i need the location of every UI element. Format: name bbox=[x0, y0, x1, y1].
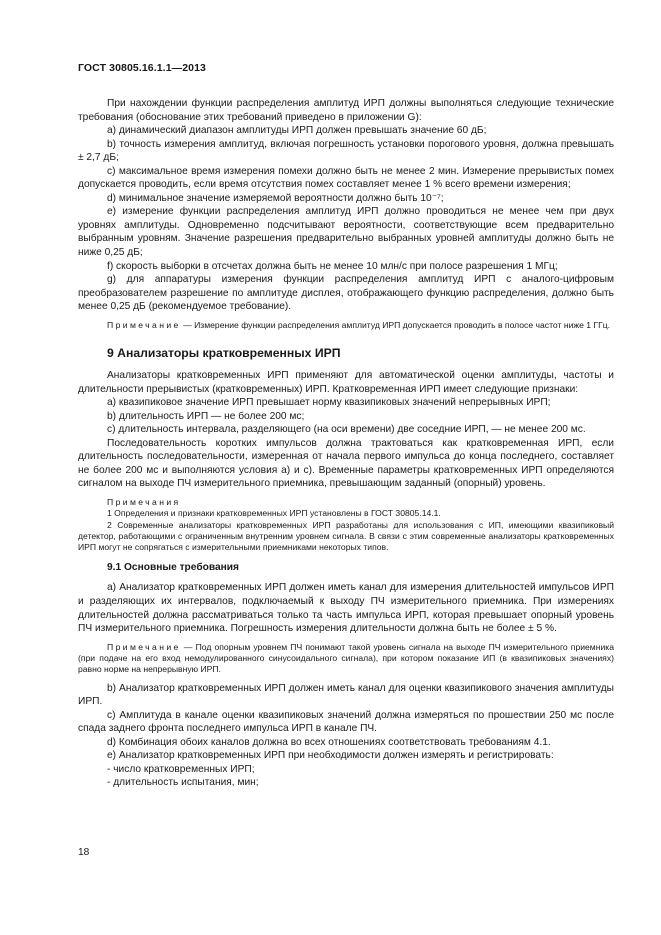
list-item: а) квазипиковое значение ИРП превышает норму квазипиковых значений непрерывных ИРП; bbox=[107, 397, 551, 409]
note bbox=[78, 642, 614, 676]
notes-label: Примечания bbox=[107, 496, 181, 507]
paragraph: Анализаторы кратковременных ИРП применяют для автоматической оценки амплитуды, частоты и длительности прерывистых (кратковременных) ИРП. Кратковременная ИРП имеет следующие признаки: bbox=[78, 370, 614, 395]
paragraph: а) Анализатор кратковременных ИРП должен иметь канал для измерения длительностей импульсов ИРП и разделяющих их интервалов, подключаемый к выходу ПЧ измерительного приемника. При измерениях длительностей должна рассматриваться только та часть импульса ИРП, которая превышает опорный уровень ПЧ измерительного приемника. Погрешность измерения длительности должна быть не более ± 5 %. bbox=[78, 582, 614, 635]
list-item: - число кратковременных ИРП; bbox=[107, 763, 255, 775]
note-item: 2 Современные анализаторы кратковременных ИРП разработаны для использования с ИП, имеющими квазипиковый детектор, работающими с ограниченным внутренним уровнем сигнала. В связи с этим современные анализаторы кратковременных ИРП могут не сопрягаться с измерительными приемниками некоторых типов. bbox=[78, 519, 614, 553]
list-item: b) длительность ИРП — не более 200 мс; bbox=[107, 410, 305, 422]
document-header: ГОСТ 30805.16.1.1—2013 bbox=[78, 62, 206, 74]
list-item: с) максимальное время измерения помехи должно быть не менее 2 мин. Измерение прерывистых помех допускается проводить, если время отсутствия помех составляет менее 1 % всего времени измерения; bbox=[78, 165, 614, 191]
page-number: 18 bbox=[78, 847, 90, 858]
note-text: — Под опорным уровнем ПЧ понимают такой уровень сигнала на выходе ПЧ измерительного приемника (при подаче на его вход немодулированного синусоидального сигнала), при котором показание ИП (в квазипиковых значениях) равно норме на непрерывную ИРП. bbox=[78, 641, 614, 675]
note-label: Примечание bbox=[107, 319, 181, 330]
list-item: b) Анализатор кратковременных ИРП должен иметь канал для оценки квазипикового значения амплитуды ИРП. bbox=[78, 682, 614, 708]
note bbox=[78, 320, 614, 331]
list-item: а) динамический диапазон амплитуды ИРП должен превышать значение 60 дБ; bbox=[107, 125, 487, 137]
list-item: е) Анализатор кратковременных ИРП при необходимости должен измерять и регистрировать: bbox=[107, 750, 554, 762]
list-item: е) измерение функции распределения амплитуд ИРП должно проводиться не менее чем при двух уровнях амплитуды. Одновременно подсчитывают вероятности, соответствующие всем предварительно выбранным уровням. Значение разрешения предварительно выбранных уровней амплитуды должно быть не ниже 0,25 дБ; bbox=[78, 206, 614, 259]
paragraph: Последовательность коротких импульсов должна трактоваться как кратковременная ИРП, если длительность последовательности, измеренная от начала первого импульса до конца последнего, составляет не более 200 мс и выполняются условия а) и с). Временные параметры кратковременных ИРП определяются сигналом на выходе ПЧ измерительного приемника, превышающим заданный (опорный) уровень. bbox=[78, 437, 614, 490]
list-item: d) Комбинация обоих каналов должна во всех отношениях соответствовать требованиям 4.1. bbox=[107, 736, 551, 748]
subsection-heading: 9.1 Основные требования bbox=[107, 562, 239, 574]
list-item: с) Амплитуда в канале оценки квазипиковых значений должна измеряться по прошествии 250 мс после спада заднего фронта последнего импульса ИРП в канале ПЧ. bbox=[78, 709, 614, 735]
paragraph: При нахождении функции распределения амплитуд ИРП должны выполняться следующие технические требования (обоснование этих требований приведено в приложении G): bbox=[78, 98, 614, 123]
list-item: - длительность испытания, мин; bbox=[107, 777, 259, 789]
list-item: g) для аппаратуры измерения функции распределения амплитуд ИРП с аналого-цифровым преобразователем разрешение по амплитуде дисплея, отображающего функцию распределения, должно быть менее 0,25 дБ (рекомендуемое требование). bbox=[78, 274, 614, 313]
note-item: 1 Определения и признаки кратковременных ИРП установлены в ГОСТ 30805.14.1. bbox=[107, 508, 441, 519]
list-item: b) точность измерения амплитуд, включая погрешность установки порогового уровня, должна превышать ± 2,7 дБ; bbox=[78, 138, 614, 164]
list-item: f) скорость выборки в отсчетах должна быть не менее 10 млн/с при полосе разрешения 1 МГц; bbox=[107, 260, 558, 272]
list-item: с) длительность интервала, разделяющего (на оси времени) две соседние ИРП, — не менее 200 мс. bbox=[107, 424, 586, 436]
list-item: d) минимальное значение измеряемой вероятности должно быть 10⁻⁷; bbox=[107, 192, 444, 204]
page-content bbox=[78, 97, 614, 790]
section-heading: 9 Анализаторы кратковременных ИРП bbox=[107, 346, 341, 361]
note-label: Примечание bbox=[107, 641, 181, 652]
note-text: — Измерение функции распределения амплитуд ИРП допускается проводить в полосе частот ниже 1 ГГц. bbox=[180, 319, 611, 330]
